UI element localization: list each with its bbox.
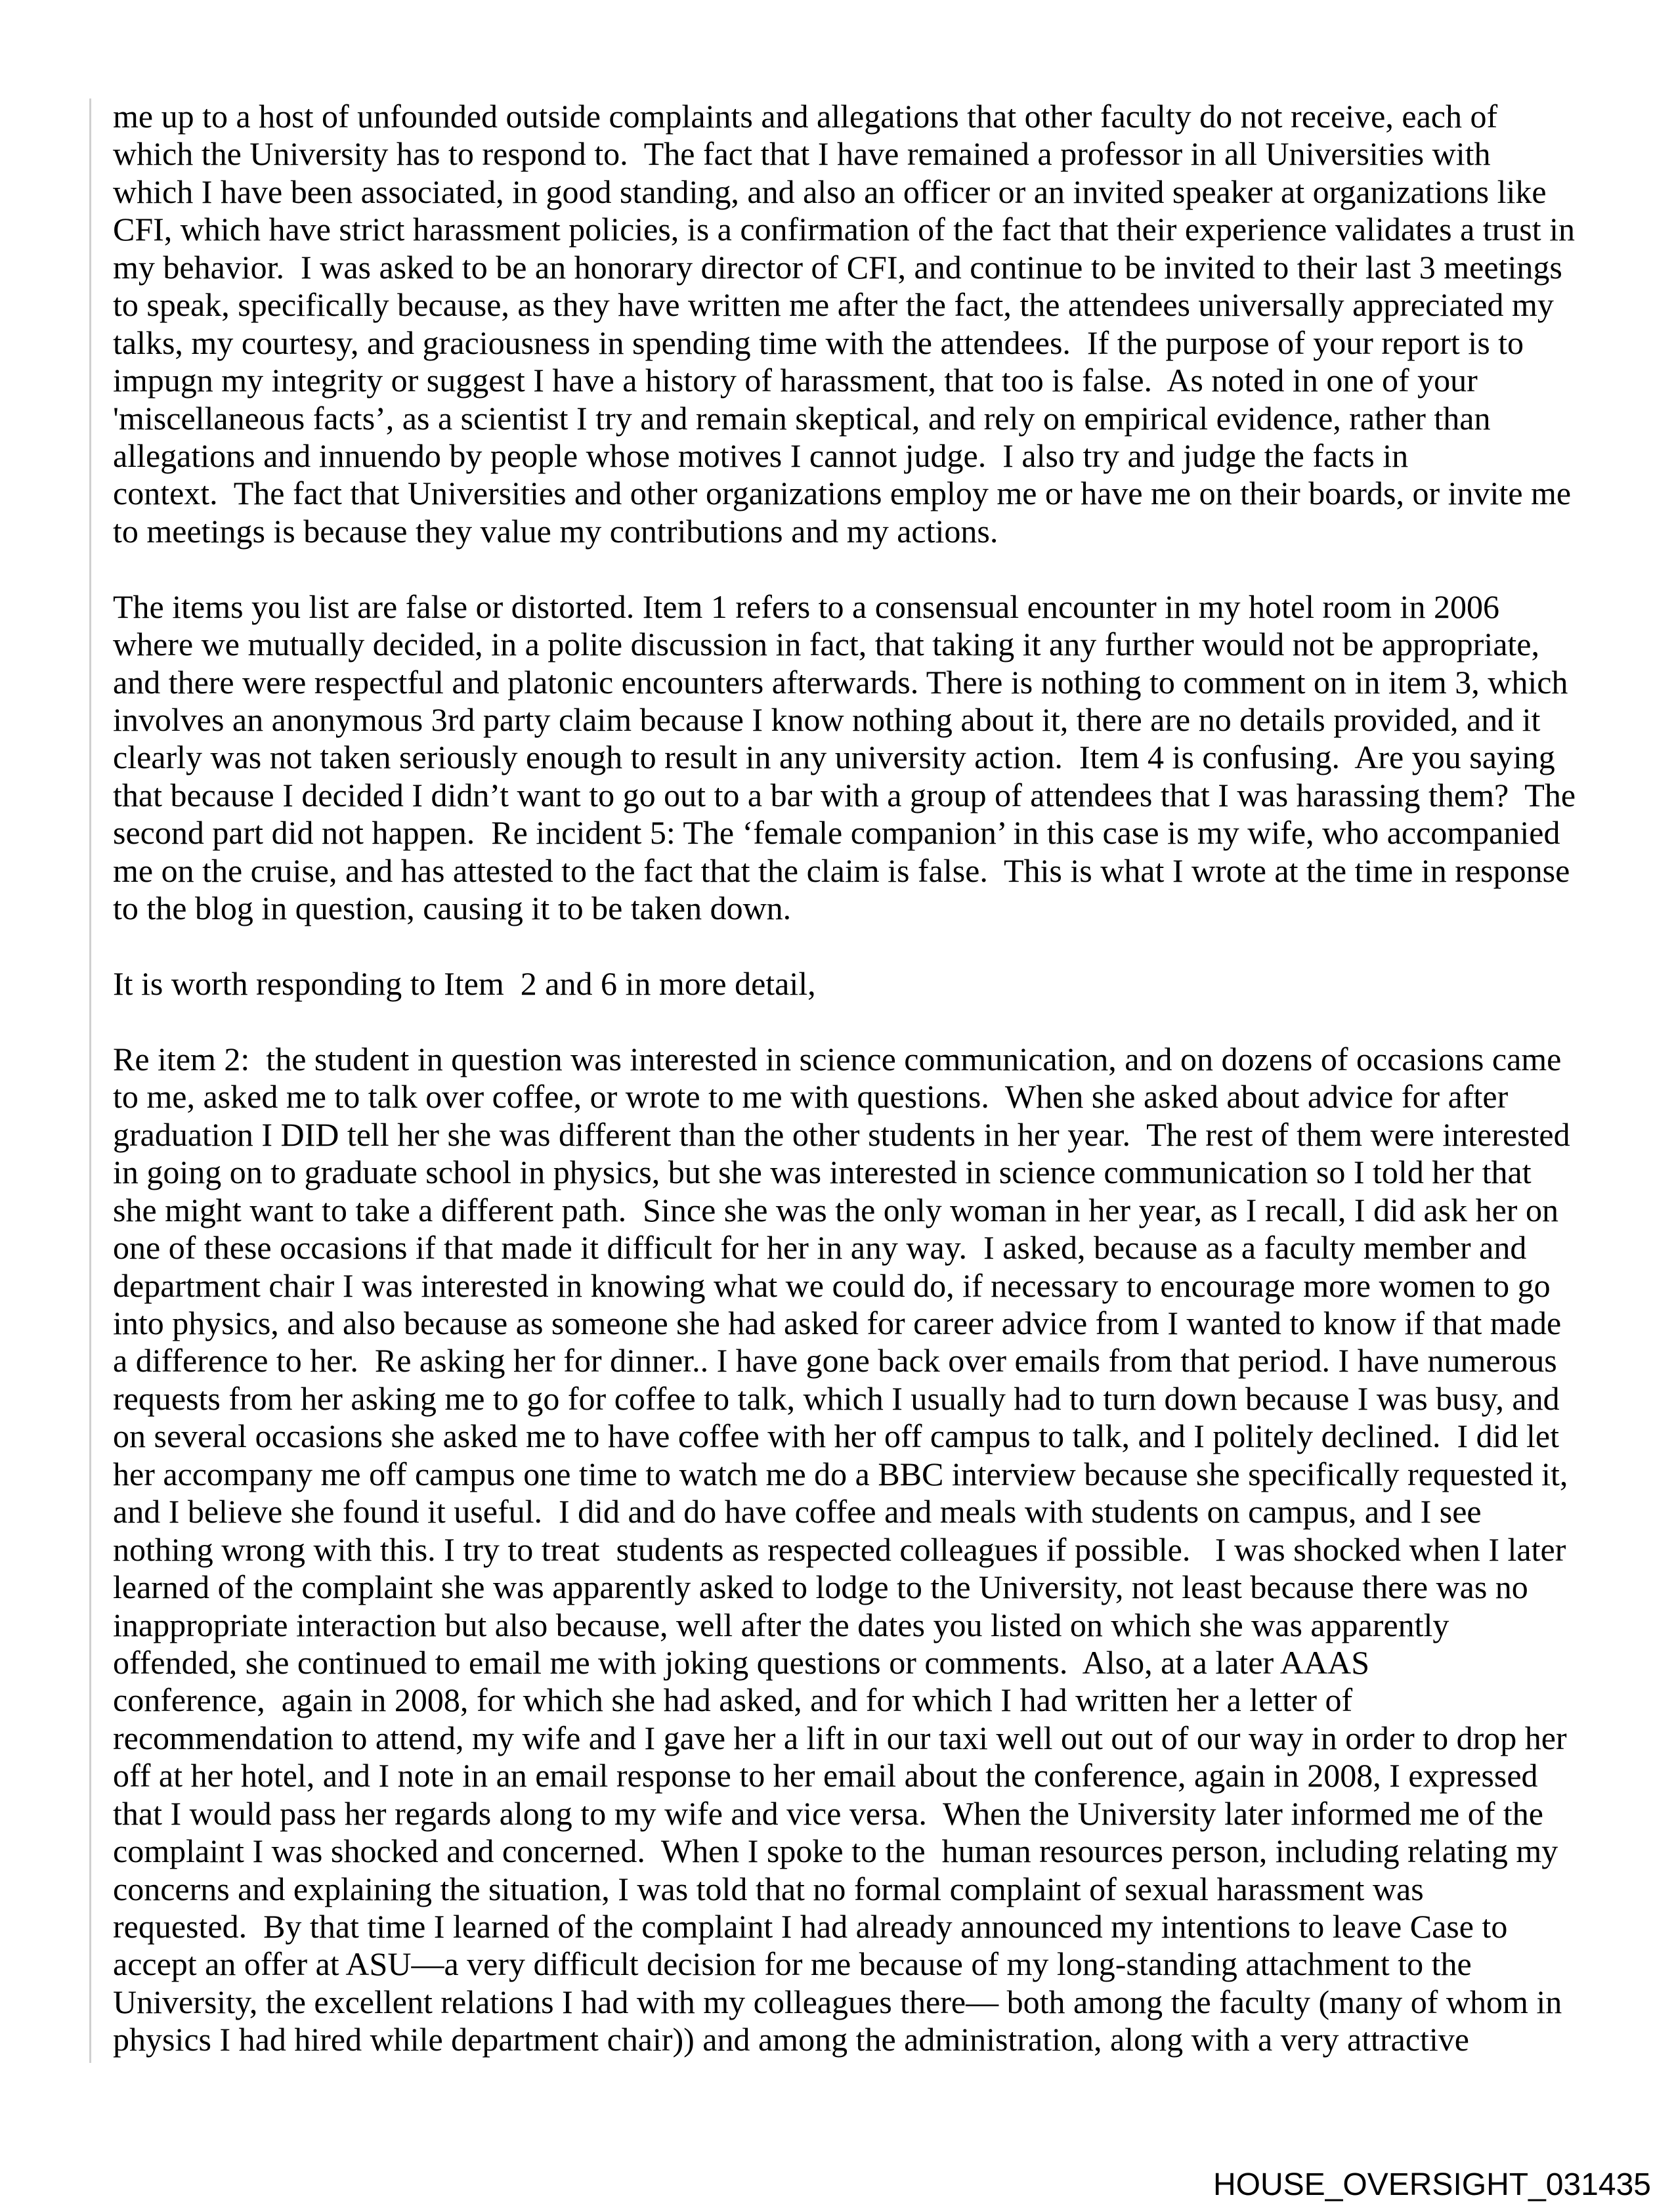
text-line: concerns and explaining the situation, I was told that no formal complaint of sexual harassment was	[113, 1870, 1424, 1907]
text-line: talks, my courtesy, and graciousness in spending time with the attendees. If the purpose of your report is to	[113, 324, 1524, 361]
paragraph-2	[113, 588, 1623, 928]
text-line: complaint I was shocked and concerned. When I spoke to the human resources person, including relating my	[113, 1832, 1558, 1870]
text-line: conference, again in 2008, for which she had asked, and for which I had written her a letter of	[113, 1681, 1353, 1719]
text-line: that I would pass her regards along to my wife and vice versa. When the University later informed me of the	[113, 1794, 1543, 1832]
text-line: Re item 2: the student in question was interested in science communication, and on dozens of occasions came	[113, 1040, 1562, 1077]
text-line: me up to a host of unfounded outside complaints and allegations that other faculty do not receive, each of	[113, 98, 1498, 135]
text-line: physics I had hired while department chair)) and among the administration, along with a very attractive	[113, 2021, 1469, 2058]
text-line: to me, asked me to talk over coffee, or wrote to me with questions. When she asked about advice for after	[113, 1078, 1509, 1116]
text-line: learned of the complaint she was apparently asked to lodge to the University, not least because there was no	[113, 1569, 1528, 1606]
text-line: which I have been associated, in good standing, and also an officer or an invited speaker at organizations like	[113, 173, 1547, 210]
text-line: me on the cruise, and has attested to the fact that the claim is false. This is what I wrote at the time in response	[113, 852, 1570, 889]
text-line: context. The fact that Universities and other organizations employ me or have me on their boards, or invite me	[113, 475, 1572, 512]
letter-body	[113, 98, 1623, 2059]
text-line: off at her hotel, and I note in an email response to her email about the conference, again in 2008, I expressed	[113, 1757, 1538, 1794]
text-line: to meetings is because they value my contributions and my actions.	[113, 512, 998, 550]
text-line: University, the excellent relations I had with my colleagues there— both among the faculty (many of whom in	[113, 1983, 1562, 2020]
text-line: requests from her asking me to go for coffee to talk, which I usually had to turn down because I was busy, and	[113, 1379, 1560, 1417]
text-line: that because I decided I didn’t want to go out to a bar with a group of attendees that I was harassing them? The	[113, 776, 1576, 813]
text-line: in going on to graduate school in physics, but she was interested in science communication so I told her that	[113, 1154, 1532, 1191]
paragraph-4	[113, 1041, 1623, 2059]
text-line: offended, she continued to email me with joking questions or comments. Also, at a later AAAS	[113, 1643, 1370, 1681]
text-line: accept an offer at ASU—a very difficult decision for me because of my long-standing attachment to the	[113, 1945, 1472, 1983]
text-line: and there were respectful and platonic encounters afterwards. There is nothing to comment on in item 3, which	[113, 663, 1568, 701]
text-line: and I believe she found it useful. I did and do have coffee and meals with students on campus, and I see	[113, 1493, 1482, 1530]
text-line: impugn my integrity or suggest I have a history of harassment, that too is false. As noted in one of your	[113, 362, 1478, 399]
text-line: which the University has to respond to. The fact that I have remained a professor in all Universities with	[113, 135, 1491, 173]
text-line: on several occasions she asked me to have coffee with her off campus to talk, and I politely declined. I did let	[113, 1418, 1560, 1455]
text-line: clearly was not taken seriously enough to result in any university action. Item 4 is confusing. Are you saying	[113, 739, 1555, 776]
paragraph-3	[113, 965, 1623, 1003]
text-line: a difference to her. Re asking her for dinner.. I have gone back over emails from that period. I have numerous	[113, 1342, 1557, 1379]
text-line: CFI, which have strict harassment policies, is a confirmation of the fact that their experience validates a trust in	[113, 211, 1576, 248]
text-line: second part did not happen. Re incident 5: The ‘female companion’ in this case is my wife, who accompanied	[113, 814, 1560, 852]
text-line: department chair I was interested in knowing what we could do, if necessary to encourage more women to go	[113, 1267, 1551, 1304]
text-line: inappropriate interaction but also because, well after the dates you listed on which she was apparently	[113, 1606, 1449, 1643]
text-line: nothing wrong with this. I try to treat students as respected colleagues if possible. I was shocked when I later	[113, 1530, 1566, 1568]
text-line: recommendation to attend, my wife and I gave her a lift in our taxi well out out of our way in order to drop her	[113, 1719, 1567, 1756]
text-line: she might want to take a different path. Since she was the only woman in her year, as I recall, I did ask her on	[113, 1191, 1558, 1228]
text-line: involves an anonymous 3rd party claim because I know nothing about it, there are no details provided, and it	[113, 701, 1541, 738]
text-line: The items you list are false or distorted. Item 1 refers to a consensual encounter in my hotel room in 2006	[113, 588, 1499, 625]
text-line: to speak, specifically because, as they have written me after the fact, the attendees universally appreciated my	[113, 286, 1554, 324]
text-line: her accompany me off campus one time to watch me do a BBC interview because she specifically requested it,	[113, 1455, 1568, 1492]
margin-change-bar	[89, 98, 91, 2063]
text-line: my behavior. I was asked to be an honorary director of CFI, and continue to be invited to their last 3 meetings	[113, 248, 1562, 286]
text-line: to the blog in question, causing it to be taken down.	[113, 890, 792, 927]
paragraph-1	[113, 98, 1623, 550]
text-line: into physics, and also because as someone she had asked for career advice from I wanted to know if that made	[113, 1305, 1562, 1341]
text-line: allegations and innuendo by people whose motives I cannot judge. I also try and judge the facts in	[113, 437, 1409, 474]
text-line: requested. By that time I learned of the complaint I had already announced my intentions to leave Case to	[113, 1908, 1508, 1945]
text-line: It is worth responding to Item 2 and 6 in more detail,	[113, 965, 816, 1003]
text-line: graduation I DID tell her she was different than the other students in her year. The rest of them were interested	[113, 1116, 1570, 1153]
bates-stamp: HOUSE_OVERSIGHT_031435	[1213, 2167, 1651, 2202]
text-line: where we mutually decided, in a polite discussion in fact, that taking it any further would not be appropriate,	[113, 626, 1539, 663]
text-line: one of these occasions if that made it difficult for her in any way. I asked, because as a faculty member and	[113, 1229, 1527, 1267]
text-line: 'miscellaneous facts’, as a scientist I try and remain skeptical, and rely on empirical evidence, rather than	[113, 399, 1491, 437]
